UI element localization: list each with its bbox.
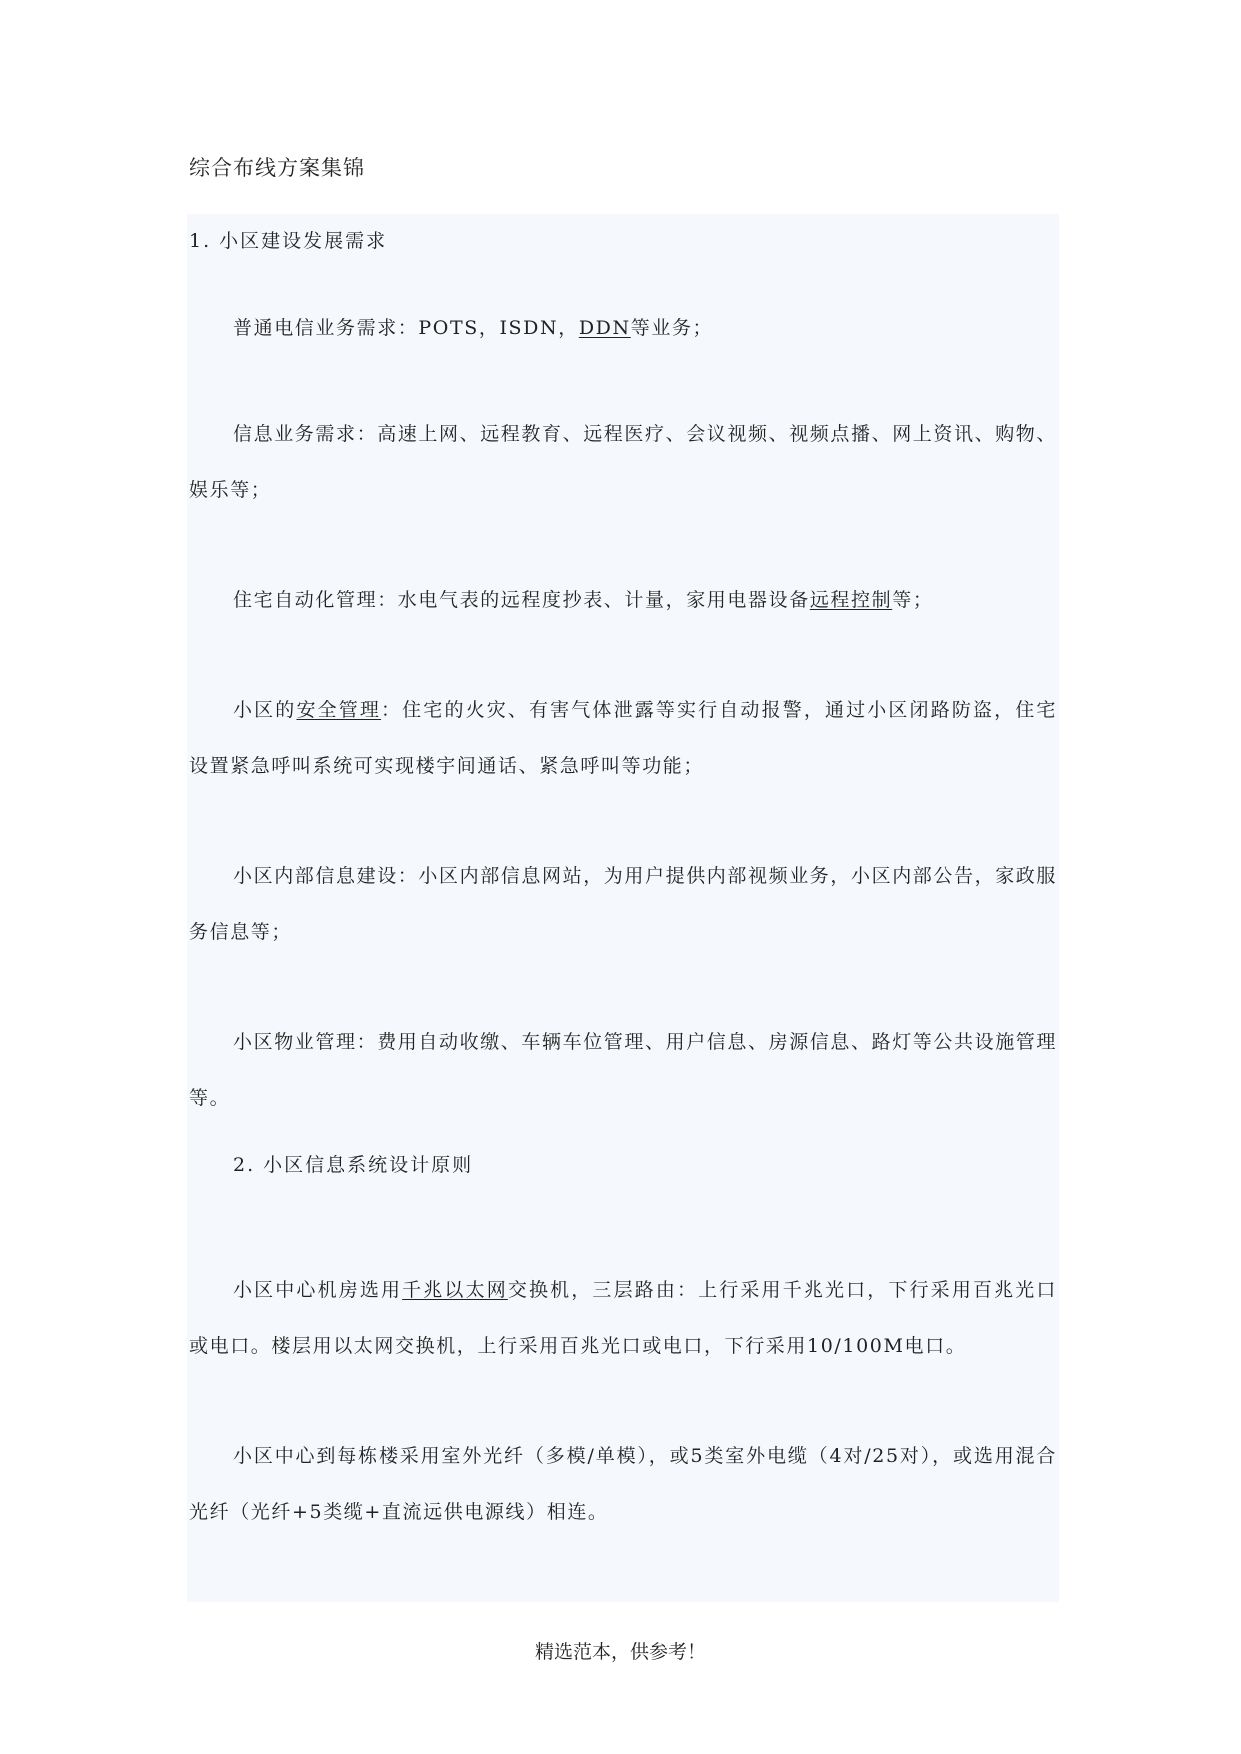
section-1-paragraph-home-automation — [189, 572, 1057, 628]
remote-control-link[interactable]: 远程控制 — [809, 589, 893, 611]
section-1-paragraph-security — [189, 682, 1057, 794]
paragraph-text: 交换机，三层路由：上行采用千兆光口，下行采用百兆光口或电口。楼层用以太网交换机，上行采用百兆光口或电口，下行采用10/100M电口。 — [189, 1279, 1057, 1357]
section-2-paragraph-cabling: 小区中心到每栋楼采用室外光纤（多模/单模），或5类室外电缆（4对/25对），或选用混合光纤（光纤+5类缆+直流远供电源线）相连。 — [189, 1445, 1057, 1523]
section-1-paragraph-internal-info: 小区内部信息建设：小区内部信息网站，为用户提供内部视频业务，小区内部公告，家政服务信息等； — [189, 865, 1058, 943]
section-2-heading: 2. 小区信息系统设计原则 — [233, 1154, 474, 1176]
paragraph-text: 住宅自动化管理：水电气表的远程度抄表、计量，家用电器设备 — [233, 589, 810, 611]
security-management-link[interactable]: 安全管理 — [296, 699, 382, 721]
section-2-paragraph-switching — [189, 1262, 1057, 1374]
section-1-paragraph-info-services: 信息业务需求：高速上网、远程教育、远程医疗、会议视频、视频点播、网上资讯、购物、娱乐等； — [189, 423, 1058, 501]
section-1-heading: 1. 小区建设发展需求 — [189, 230, 388, 252]
paragraph-text: 等业务； — [630, 317, 714, 339]
gigabit-ethernet-link[interactable]: 千兆以太网 — [402, 1279, 508, 1301]
paragraph-text: 普通电信业务需求：POTS，ISDN， — [233, 317, 579, 339]
document-title: 综合布线方案集锦 — [189, 156, 365, 180]
paragraph-text: 小区的 — [233, 699, 297, 721]
paragraph-text: 小区中心机房选用 — [233, 1279, 403, 1301]
section-1-paragraph-property: 小区物业管理：费用自动收缴、车辆车位管理、用户信息、房源信息、路灯等公共设施管理等。 — [189, 1031, 1058, 1109]
ddn-link[interactable]: DDN — [578, 317, 631, 339]
page-footer: 精选范本，供参考！ — [534, 1641, 706, 1663]
section-1-paragraph-telecom — [189, 300, 1057, 356]
paragraph-text: 等； — [892, 589, 934, 611]
paragraph-text: ：住宅的火灾、有害气体泄露等实行自动报警，通过小区闭路防盗，住宅设置紧急呼叫系统可实现楼宇间通话、紧急呼叫等功能； — [189, 699, 1058, 777]
